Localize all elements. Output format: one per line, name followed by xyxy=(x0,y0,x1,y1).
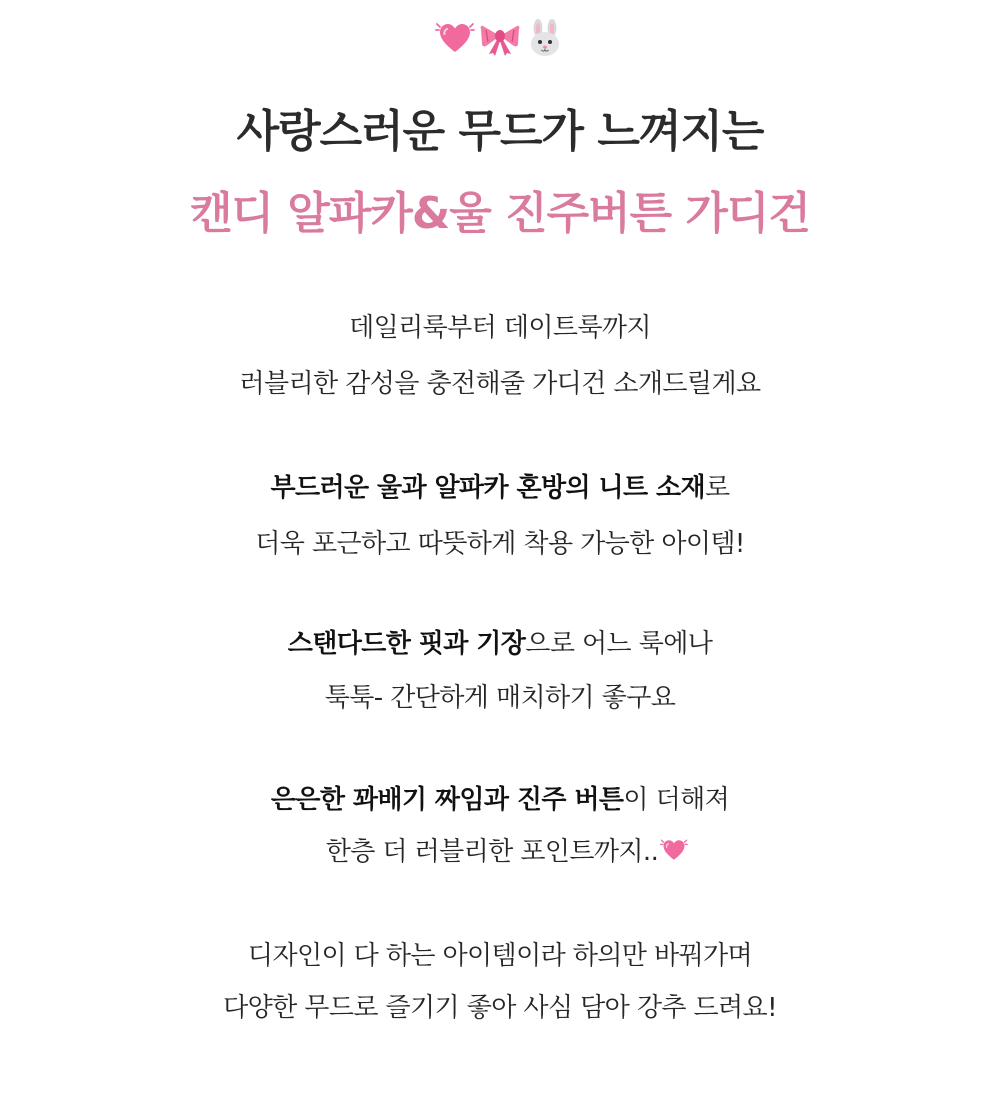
detail-line-2: 한층 더 러블리한 포인트까지.. xyxy=(325,837,659,867)
material-line-2: 더욱 포근하고 따뜻하게 착용 가능한 아이템! xyxy=(255,529,745,559)
detail-line-2-wrap xyxy=(0,834,1000,870)
material-line-1 xyxy=(0,470,1000,506)
closing-line-2: 다양한 무드로 즐기기 좋아 사심 담아 강추 드려요! xyxy=(223,993,777,1023)
sparkling-heart-icon xyxy=(435,18,475,58)
emoji-row xyxy=(0,16,1000,60)
fit-line-2: 툭툭- 간단하게 매치하기 좋구요 xyxy=(324,683,676,713)
fit-line-1 xyxy=(0,626,1000,662)
detail-highlight: 은은한 꽈배기 짜임과 진주 버튼 xyxy=(270,785,624,815)
fit-line-1-rest: 으로 어느 룩에나 xyxy=(525,629,713,659)
sparkling-heart-icon xyxy=(660,836,688,864)
detail-line-1-rest: 이 더해져 xyxy=(623,785,730,815)
detail-line-1 xyxy=(0,782,1000,818)
intro-line-1: 데일리룩부터 데이트룩까지 xyxy=(349,313,651,343)
rabbit-face-icon xyxy=(525,18,565,58)
closing-line-1: 디자인이 다 하는 아이템이라 하의만 바꿔가며 xyxy=(247,941,753,971)
ribbon-icon xyxy=(479,18,521,58)
material-highlight: 부드러운 울과 알파카 혼방의 니트 소재 xyxy=(270,473,705,503)
intro-line-2: 러블리한 감성을 충전해줄 가디건 소개드릴게요 xyxy=(239,369,761,399)
material-line-1-rest: 로 xyxy=(704,473,730,503)
title-line-2: 캔디 알파카&울 진주버튼 가디건 xyxy=(190,188,810,239)
title-line-1: 사랑스러운 무드가 느껴지는 xyxy=(236,106,764,157)
fit-highlight: 스탠다드한 핏과 기장 xyxy=(287,629,526,659)
